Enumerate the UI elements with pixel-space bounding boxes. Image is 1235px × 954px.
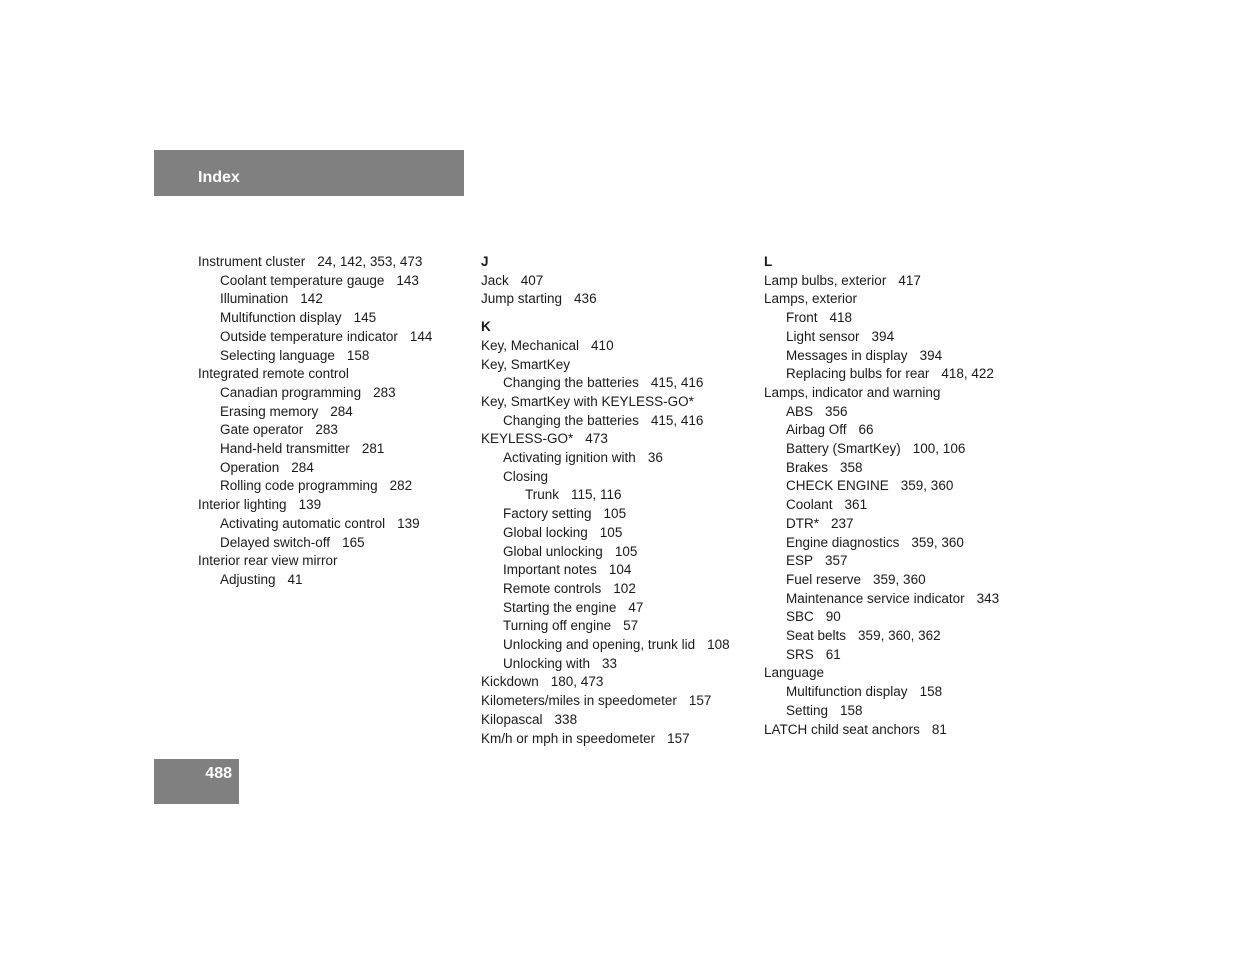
index-entry-term: Gate operator bbox=[220, 422, 304, 438]
index-entry-pages: 105 bbox=[599, 524, 623, 540]
index-entry bbox=[764, 290, 999, 309]
index-entry bbox=[481, 524, 730, 543]
index-letter-heading: K bbox=[481, 319, 491, 335]
index-entry bbox=[198, 328, 432, 347]
index-entry bbox=[481, 486, 730, 505]
index-entry-pages: 343 bbox=[976, 590, 1000, 606]
index-entry-pages: 142 bbox=[300, 291, 323, 307]
index-entry-pages: 284 bbox=[291, 459, 314, 475]
index-entry bbox=[198, 440, 432, 459]
index-entry-pages: 115, 116 bbox=[571, 487, 622, 503]
index-entry bbox=[481, 617, 730, 636]
index-entry bbox=[481, 636, 730, 655]
index-entry-term: Unlocking and opening, trunk lid bbox=[503, 637, 696, 653]
index-entry bbox=[198, 403, 432, 422]
index-entry-term: Key, SmartKey with KEYLESS-GO* bbox=[481, 393, 694, 409]
index-entry-term: Changing the batteries bbox=[503, 412, 639, 428]
index-entry bbox=[764, 328, 999, 347]
index-entry-pages: 282 bbox=[389, 478, 413, 494]
index-entry bbox=[198, 459, 432, 478]
index-entry-pages: 36 bbox=[647, 450, 663, 466]
index-entry bbox=[764, 496, 999, 515]
index-entry-term: Setting bbox=[786, 702, 829, 718]
index-entry-term: Coolant temperature gauge bbox=[220, 272, 385, 288]
index-entry bbox=[764, 347, 999, 366]
index-entry-term: Unlocking with bbox=[503, 655, 591, 671]
index-entry bbox=[198, 534, 432, 553]
index-entry-pages: 165 bbox=[342, 534, 365, 550]
index-entry bbox=[198, 253, 432, 272]
index-entry bbox=[481, 272, 730, 291]
index-entry bbox=[198, 477, 432, 496]
index-entry-pages: 418 bbox=[829, 310, 853, 326]
index-entry bbox=[764, 421, 999, 440]
index-entry-pages: 105 bbox=[614, 543, 638, 559]
index-entry-term: Lamp bulbs, exterior bbox=[764, 272, 887, 288]
index-entry-term: Starting the engine bbox=[503, 599, 617, 615]
index-entry bbox=[198, 496, 432, 515]
index-entry-pages: 415, 416 bbox=[650, 375, 704, 391]
index-entry-pages: 359, 360 bbox=[911, 534, 964, 550]
index-entry bbox=[198, 347, 432, 366]
page-number: 488 bbox=[205, 765, 232, 782]
index-entry-term: Airbag Off bbox=[786, 422, 847, 438]
index-entry-pages: 102 bbox=[613, 580, 636, 596]
index-entry-pages: 157 bbox=[667, 730, 690, 746]
index-entry-pages: 417 bbox=[898, 272, 921, 288]
index-entry-term: SBC bbox=[786, 609, 814, 625]
index-entry bbox=[764, 309, 999, 328]
index-entry-term: Closing bbox=[503, 468, 549, 484]
index-entry bbox=[198, 290, 432, 309]
index-entry-pages: 158 bbox=[919, 684, 943, 700]
index-entry-pages: 356 bbox=[825, 403, 848, 419]
index-entry-term: Jump starting bbox=[481, 291, 563, 307]
index-entry-term: Turning off engine bbox=[503, 618, 612, 634]
index-entry bbox=[764, 534, 999, 553]
index-entry bbox=[764, 440, 999, 459]
index-header-bar bbox=[154, 150, 464, 196]
index-entry-pages: 90 bbox=[825, 609, 841, 625]
index-entry-pages: 57 bbox=[623, 618, 639, 634]
index-entry-term: Selecting language bbox=[220, 347, 335, 363]
index-letter-heading: L bbox=[764, 254, 773, 269]
index-entry-term: Activating ignition with bbox=[503, 450, 636, 466]
index-entry-term: Instrument cluster bbox=[198, 254, 306, 269]
index-entry-pages: 157 bbox=[688, 693, 712, 709]
index-entry-term: Activating automatic control bbox=[220, 515, 386, 531]
index-entry-pages: 418, 422 bbox=[941, 366, 994, 382]
index-entry-term: Lamps, indicator and warning bbox=[764, 384, 941, 400]
index-entry-pages: 283 bbox=[315, 422, 338, 438]
index-entry-term: Front bbox=[786, 310, 818, 326]
index-entry bbox=[481, 505, 730, 524]
index-entry-term: CHECK ENGINE bbox=[786, 478, 889, 494]
index-entry-term: Kilometers/miles in speedometer bbox=[481, 693, 677, 709]
index-entry-term: Coolant bbox=[786, 497, 833, 513]
index-entry-term: Delayed switch-off bbox=[220, 534, 331, 550]
index-entry bbox=[764, 646, 999, 665]
index-entry-pages: 139 bbox=[397, 515, 420, 531]
index-entry-pages: 359, 360 bbox=[873, 571, 926, 587]
index-entry bbox=[481, 449, 730, 468]
index-entry-term: Battery (SmartKey) bbox=[786, 441, 901, 457]
index-entry-pages: 47 bbox=[628, 599, 644, 615]
index-entry bbox=[481, 692, 730, 711]
index-entry-term: Hand-held transmitter bbox=[220, 441, 350, 457]
index-entry-term: Multifunction display bbox=[220, 310, 342, 326]
index-entry-pages: 359, 360 bbox=[900, 478, 954, 494]
index-entry-pages: 41 bbox=[287, 571, 303, 587]
index-entry-pages: 105 bbox=[603, 506, 627, 522]
index-entry-term: Kickdown bbox=[481, 674, 539, 690]
index-entry-term: Global locking bbox=[503, 524, 588, 540]
index-entry bbox=[764, 384, 999, 403]
index-entry-pages: 357 bbox=[825, 553, 848, 569]
index-entry bbox=[764, 608, 999, 627]
index-entry bbox=[198, 515, 432, 534]
index-entry-term: Seat belts bbox=[786, 628, 847, 644]
index-entry bbox=[198, 384, 432, 403]
index-entry bbox=[764, 365, 999, 384]
index-entry-term: DTR* bbox=[786, 515, 819, 531]
index-entry-term: Factory setting bbox=[503, 506, 592, 522]
index-entry-pages: 100, 106 bbox=[912, 441, 966, 457]
index-entry-pages: 473 bbox=[585, 431, 608, 447]
index-entry bbox=[481, 543, 730, 562]
index-entry-term: Km/h or mph in speedometer bbox=[481, 730, 656, 746]
index-entry-term: Jack bbox=[481, 272, 509, 288]
index-entry bbox=[764, 515, 999, 534]
index-entry-term: Language bbox=[764, 665, 825, 681]
index-entry-term: SRS bbox=[786, 646, 814, 662]
index-letter-heading: J bbox=[481, 254, 489, 269]
index-entry bbox=[481, 374, 730, 393]
index-entry-term: ABS bbox=[786, 403, 814, 419]
index-entry-term: Lamps, exterior bbox=[764, 291, 858, 307]
index-entry bbox=[481, 430, 730, 449]
index-entry-pages: 284 bbox=[330, 403, 353, 419]
index-entry bbox=[764, 477, 999, 496]
index-entry bbox=[198, 552, 432, 571]
index-entry-pages: 61 bbox=[825, 646, 841, 662]
index-entry bbox=[481, 655, 730, 674]
index-entry-term: Messages in display bbox=[786, 347, 908, 363]
index-entry bbox=[764, 552, 999, 571]
index-entry-term: Key, SmartKey bbox=[481, 356, 571, 372]
index-entry-term: Kilopascal bbox=[481, 711, 543, 727]
index-entry bbox=[481, 580, 730, 599]
index-entry-pages: 237 bbox=[831, 515, 854, 531]
index-entry-term: Fuel reserve bbox=[786, 571, 862, 587]
index-entry-pages: 359, 360, 362 bbox=[858, 628, 941, 644]
index-entry bbox=[764, 683, 999, 702]
index-entry-pages: 139 bbox=[298, 497, 322, 513]
index-entry-term: Light sensor bbox=[786, 328, 860, 344]
index-entry-pages: 108 bbox=[707, 637, 730, 653]
index-entry-pages: 436 bbox=[574, 291, 597, 307]
index-entry bbox=[764, 664, 999, 683]
index-entry-pages: 158 bbox=[840, 702, 863, 718]
index-entry bbox=[764, 721, 999, 740]
index-entry-term: Trunk bbox=[525, 487, 560, 503]
index-entry-pages: 361 bbox=[844, 497, 868, 513]
index-entry bbox=[481, 337, 730, 356]
index-entry-term: Changing the batteries bbox=[503, 375, 639, 391]
index-entry-pages: 394 bbox=[871, 328, 895, 344]
index-entry-pages: 407 bbox=[520, 272, 544, 288]
index-entry bbox=[481, 561, 730, 580]
index-entry bbox=[764, 590, 999, 609]
index-entry bbox=[764, 272, 999, 291]
index-entry-term: Brakes bbox=[786, 459, 829, 475]
index-entry-pages: 180, 473 bbox=[550, 674, 604, 690]
index-entry-term: Multifunction display bbox=[786, 684, 908, 700]
index-entry-term: Rolling code programming bbox=[220, 478, 378, 494]
index-entry bbox=[764, 702, 999, 721]
index-entry bbox=[481, 412, 730, 431]
index-entry bbox=[764, 403, 999, 422]
index-entry-term: Replacing bulbs for rear bbox=[786, 366, 930, 382]
page-number-box bbox=[154, 759, 239, 804]
index-column-3 bbox=[764, 253, 999, 739]
index-entry bbox=[764, 571, 999, 590]
index-entry-pages: 143 bbox=[396, 272, 419, 288]
index-entry bbox=[481, 730, 730, 749]
index-entry bbox=[481, 290, 730, 309]
index-entry-pages: 283 bbox=[373, 384, 396, 400]
index-entry bbox=[481, 711, 730, 730]
index-entry bbox=[764, 459, 999, 478]
index-entry bbox=[198, 309, 432, 328]
index-entry-term: Global unlocking bbox=[503, 543, 603, 559]
index-entry bbox=[198, 571, 432, 590]
index-entry-pages: 358 bbox=[840, 459, 863, 475]
index-entry-term: Important notes bbox=[503, 562, 597, 578]
index-entry-pages: 415, 416 bbox=[650, 412, 704, 428]
index-entry-pages: 144 bbox=[409, 328, 433, 344]
index-entry-term: Illumination bbox=[220, 291, 289, 307]
index-entry-pages: 24, 142, 353, 473 bbox=[317, 254, 423, 269]
page-title: Index bbox=[198, 169, 240, 186]
index-entry bbox=[198, 272, 432, 291]
index-entry-pages: 66 bbox=[858, 422, 874, 438]
index-entry bbox=[198, 365, 432, 384]
index-entry-term: Key, Mechanical bbox=[481, 337, 580, 353]
index-entry bbox=[764, 627, 999, 646]
index-entry-term: Canadian programming bbox=[220, 384, 362, 400]
index-entry-term: Integrated remote control bbox=[198, 366, 349, 382]
index-entry-term: KEYLESS-GO* bbox=[481, 431, 574, 447]
index-column-1 bbox=[198, 253, 432, 590]
index-entry-term: Interior rear view mirror bbox=[198, 553, 338, 569]
index-entry bbox=[481, 356, 730, 375]
index-entry-pages: 158 bbox=[346, 347, 370, 363]
index-entry-term: Operation bbox=[220, 459, 280, 475]
index-entry-pages: 410 bbox=[591, 337, 614, 353]
index-entry-pages: 338 bbox=[554, 711, 578, 727]
index-entry-term: Erasing memory bbox=[220, 403, 319, 419]
index-entry-pages: 394 bbox=[919, 347, 943, 363]
index-entry bbox=[481, 393, 730, 412]
index-entry-pages: 104 bbox=[608, 562, 632, 578]
index-column-2 bbox=[481, 253, 730, 748]
index-entry-term: LATCH child seat anchors bbox=[764, 721, 920, 737]
index-entry-pages: 33 bbox=[602, 655, 618, 671]
index-entry-term: Interior lighting bbox=[198, 497, 287, 513]
index-entry-pages: 81 bbox=[931, 721, 947, 737]
index-entry-pages: 145 bbox=[353, 310, 377, 326]
index-entry-term: ESP bbox=[786, 553, 814, 569]
index-entry bbox=[481, 599, 730, 618]
index-entry-term: Maintenance service indicator bbox=[786, 590, 965, 606]
index-entry-pages: 281 bbox=[361, 441, 385, 457]
index-entry-term: Adjusting bbox=[220, 571, 276, 587]
index-entry bbox=[198, 421, 432, 440]
index-entry bbox=[481, 468, 730, 487]
index-entry-term: Remote controls bbox=[503, 580, 602, 596]
index-entry bbox=[481, 673, 730, 692]
index-entry-term: Engine diagnostics bbox=[786, 534, 900, 550]
index-entry-term: Outside temperature indicator bbox=[220, 328, 398, 344]
